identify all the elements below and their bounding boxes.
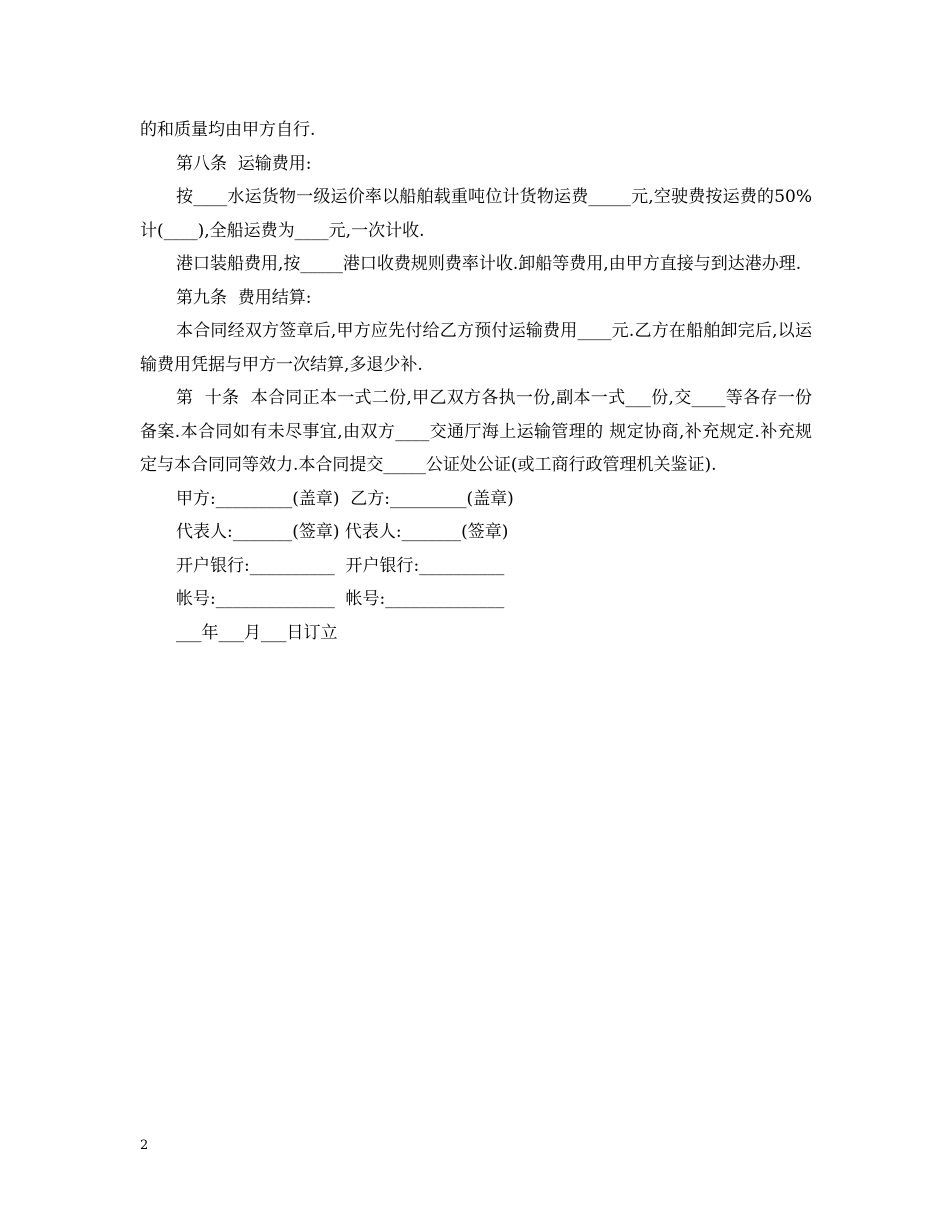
article-9-settlement: 本合同经双方签章后,甲方应先付给乙方预付运输费用____元.乙方在船舶卸完后,以运输费用凭据与甲方一次结算,多退少补.	[140, 321, 812, 375]
signature-bank-line: 开户银行:__________ 开户银行:__________	[176, 555, 505, 576]
article-10-copies: 第 十条 本合同正本一式二份,甲乙双方各执一份,副本一式___份,交____等各存一份备案.本合同如有未尽事宜,由双方____交通厅海上运输管理的 规定协商,补充规定.补充规定与本合同同等效力.本合同提交_____公证处公证(或工商行政管理机关鉴证).	[140, 388, 812, 475]
article-8-heading: 第八条 运输费用:	[176, 153, 312, 174]
paragraph-continuation: 的和质量均由甲方自行.	[140, 120, 316, 140]
document-body	[140, 114, 812, 650]
signature-date-line: ___年___月___日订立	[176, 622, 338, 643]
article-8-port-fees: 港口装船费用,按_____港口收费规则费率计收.卸船等费用,由甲方直接与到达港办理.	[176, 254, 802, 274]
signature-representative-line: 代表人:_______(签章) 代表人:_______(签章)	[176, 522, 509, 542]
signature-account-line: 帐号:______________ 帐号:______________	[176, 589, 505, 609]
signature-party-line: 甲方:_________(盖章) 乙方:_________(盖章)	[176, 488, 514, 509]
article-9-heading: 第九条 费用结算:	[176, 287, 312, 308]
page-number: 2	[140, 1138, 149, 1153]
article-8-freight-rate: 按____水运货物一级运价率以船舶载重吨位计货物运费_____元,空驶费按运费的50%计(____),全船运费为____元,一次计收.	[140, 187, 812, 241]
